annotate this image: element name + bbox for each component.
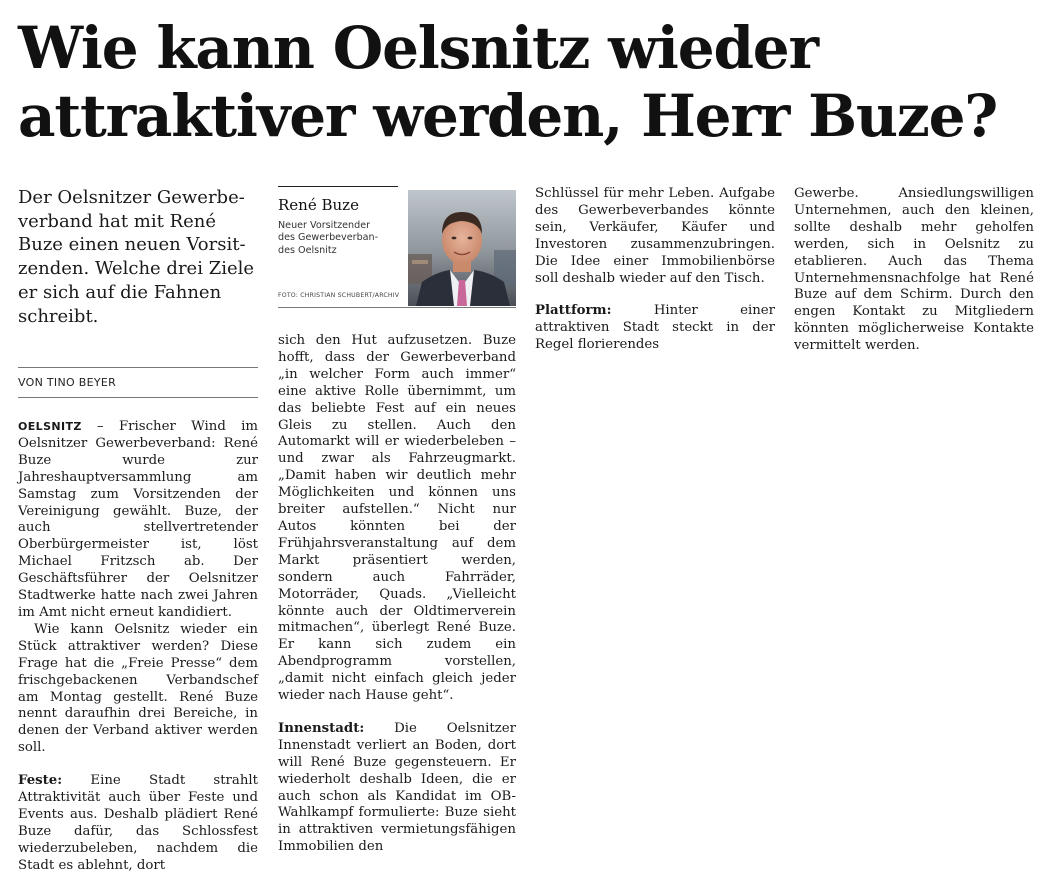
info-box-name: René Buze bbox=[278, 196, 359, 214]
lead-line: zenden. Welche drei Ziele bbox=[18, 258, 255, 280]
lead-paragraph bbox=[18, 186, 258, 328]
info-box-role bbox=[278, 220, 402, 257]
role-line: des Gewerbeverban- bbox=[278, 232, 379, 244]
paragraph-text: Die Oelsnitzer Innenstadt verliert an Boden, dort will René Buze gegensteuern. Er wiederholt deshalb Ideen, die er auch schon als Kandidat im OB-Wahlkampf formulierte: Buze sieht in attraktiven vermietungsfähigen Immobilien den bbox=[278, 720, 516, 855]
paragraph: sich den Hut aufzusetzen. Buze hofft, dass der Gewerbeverband „in welcher Form auch immer“ eine aktive Rolle übernimmt, um das beliebte Fest auf ein neues Gleis zu stellen. Auch den Automarkt will er wiederbeleben – und zwar als Fahrzeugmarkt. „Damit haben wir deutlich mehr Möglichkeiten und können uns breiter aufstellen.“ Nicht nur Autos könnten bei der Frühjahrsveranstaltung auf dem Markt präsentiert werden, sondern auch Fahrräder, Motorräder, Quads. „Vielleicht könnte auch der Oldtimerverein mitmachen“, überlegt René Buze. Er kann sich zudem ein Abendprogramm vorstellen, „damit nicht einfach gleich jeder wieder nach Hause geht“. bbox=[278, 333, 516, 704]
paragraph bbox=[278, 721, 516, 856]
byline-divider bbox=[18, 397, 258, 398]
role-line: des Oelsnitz bbox=[278, 244, 337, 256]
info-box bbox=[278, 186, 516, 306]
paragraph-text: Eine Stadt strahlt Attraktivität auch über Feste und Events aus. Deshalb plädiert René Buze dafür, das Schlossfest wiederzubeleben, nachdem die Stadt es ablehnt, dort bbox=[18, 773, 258, 873]
headline bbox=[18, 14, 1048, 150]
paragraph: Schlüssel für mehr Leben. Aufgabe des Gewerbeverbandes könnte sein, Verkäufer, Käufer und Investoren zusammenzubringen. Die Idee einer Immobilienbörse soll deshalb wieder auf den Tisch. bbox=[535, 186, 775, 286]
dateline: OELSNITZ bbox=[18, 420, 82, 433]
lead-line: verband hat mit René bbox=[18, 210, 217, 232]
paragraph: Wie kann Oelsnitz wieder ein Stück attraktiver werden? Diese Frage hat die „Freie Presse“ dem frischgebackenen Verbandschef am Montag gestellt. René Buze nennt daraufhin drei Bereiche, in denen der Verband aktiver werden soll. bbox=[18, 621, 258, 756]
role-line: Neuer Vorsitzender bbox=[278, 220, 371, 231]
photo-credit: FOTO: CHRISTIAN SCHUBERT/ARCHIV bbox=[278, 292, 400, 299]
section-keyword: Innenstadt: bbox=[278, 720, 365, 736]
byline: VON TINO BEYER bbox=[18, 376, 117, 389]
paragraph bbox=[535, 303, 775, 354]
article-column-4 bbox=[794, 186, 1034, 355]
lead-line: Buze einen neuen Vorsit- bbox=[18, 234, 246, 256]
article-column-3 bbox=[535, 186, 775, 354]
section-keyword: Feste: bbox=[18, 773, 63, 789]
paragraph: Gewerbe. Ansiedlungswilligen Unternehmen, auch den kleinen, sollte deshalb mehr geholfen werden, sich in Oelsnitz zu etablieren. Auch das Thema Unternehmensnachfolge hat René Buze auf dem Schirm. Durch den engen Kontakt zu Mitgliedern könnten möglicherweise Kontakte vermittelt werden. bbox=[794, 186, 1034, 354]
paragraph-text: – Frischer Wind im Oelsnitzer Gewerbeverband: René Buze wurde zur Jahreshauptversammlung am Samstag zum Vorsitzenden der Vereinigung gewählt. Buze, der auch stellvertretender Oberbürgermeister ist, löst Michael Fritzsch ab. Der Geschäftsführer der Oelsnitzer Stadtwerke hatte nach zwei Jahren im Amt nicht erneut kandidiert. bbox=[18, 419, 258, 620]
section-keyword: Plattform: bbox=[535, 303, 612, 319]
lead-line: Der Oelsnitzer Gewerbe- bbox=[18, 187, 245, 208]
lead-line: er sich auf die Fahnen bbox=[18, 281, 222, 303]
paragraph-text: Hinter einer attraktiven Stadt steckt in der Regel florierendes bbox=[535, 303, 775, 353]
info-box-top-rule bbox=[278, 186, 398, 187]
lead-line: schreibt. bbox=[18, 305, 99, 327]
info-box-bottom-rule bbox=[278, 307, 516, 308]
paragraph bbox=[18, 419, 258, 622]
portrait-photo bbox=[408, 190, 516, 306]
paragraph bbox=[18, 773, 258, 874]
article-column-2 bbox=[278, 333, 516, 856]
lead-divider bbox=[18, 367, 258, 368]
headline-line-2: attraktiver werden, Herr Buze? bbox=[18, 82, 998, 150]
article-column-1 bbox=[18, 419, 258, 875]
headline-line-1: Wie kann Oelsnitz wieder bbox=[18, 14, 818, 82]
